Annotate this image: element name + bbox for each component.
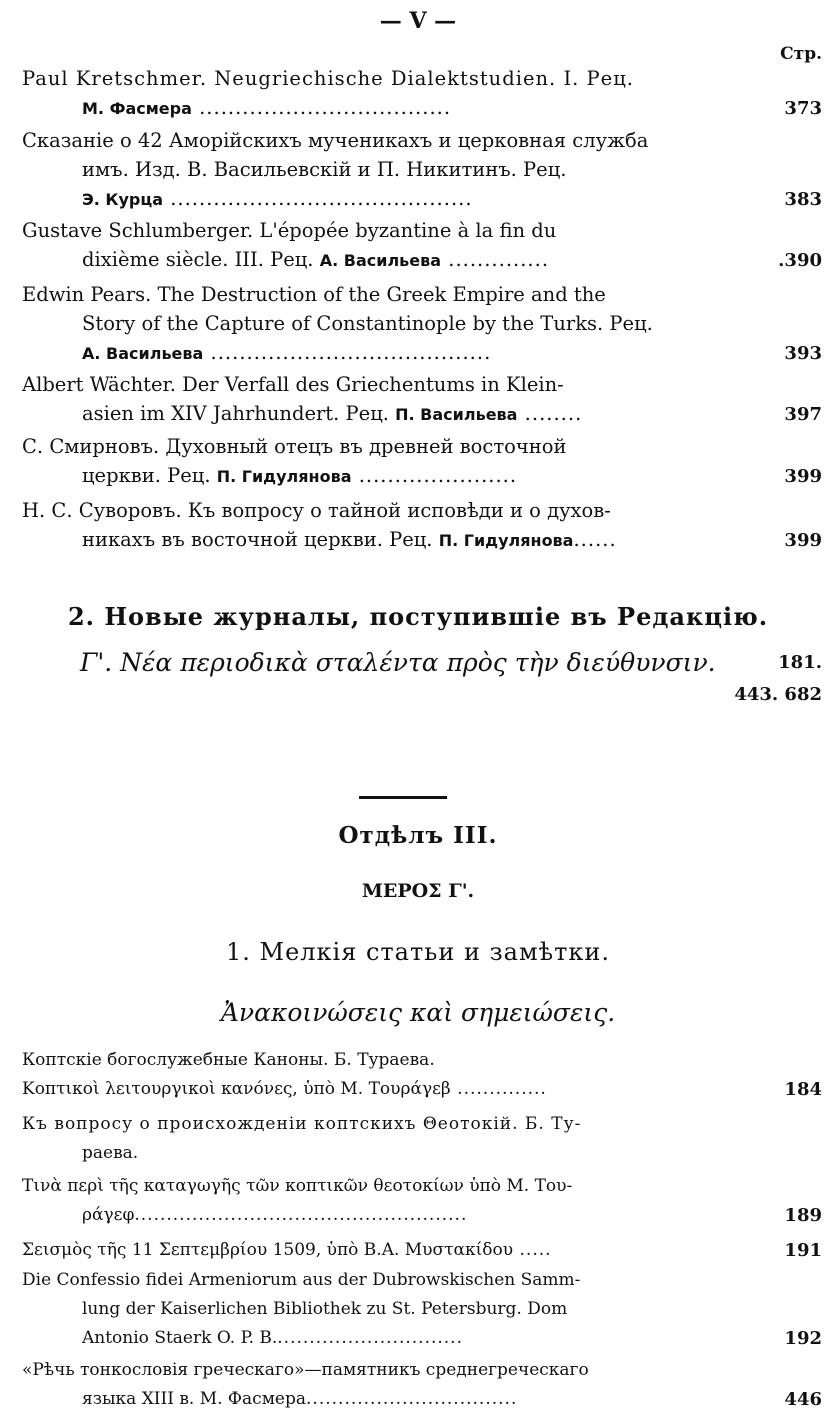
toc-entry[interactable]: Коптскіе богослужебные Каноны. Б. Тураева. Κοπτικοὶ λειτουργικοὶ κανόνες, ὑπὸ Μ. Τουράγεβ .............. 184 bbox=[22, 1046, 822, 1104]
page-ref: 393 bbox=[784, 343, 822, 364]
toc-entry[interactable]: Н. С. Суворовъ. Къ вопросу о тайной исповѣди и о духов- никахъ въ восточной церкви. Рец. П. Гидулянова...... 399 bbox=[22, 496, 822, 555]
leader-dots: ........ bbox=[517, 402, 583, 425]
toc-entry[interactable]: Сказаніе о 42 Аморійскихъ мученикахъ и церковная служба имъ. Изд. В. Васильевскій и П. Никитинъ. Рец. Э. Курца .......................................... 383 bbox=[22, 126, 822, 214]
toc-entry[interactable]: Σεισμὸς τῆς 11 Σεπτεμβρίου 1509, ὑπὸ Β.Α. Μυστακίδου ..... 191 bbox=[22, 1236, 822, 1265]
leader-dots: ...... bbox=[573, 528, 617, 551]
page-ref: 383 bbox=[784, 189, 822, 210]
page-column-label: Стр. bbox=[780, 44, 822, 64]
page-ref: 446 bbox=[784, 1389, 822, 1410]
leader-dots: ............................. bbox=[277, 1328, 463, 1348]
toc-entry[interactable]: Paul Kretschmer. Neugriechische Dialektstudien. I. Рец. М. Фасмера ................................... 373 bbox=[22, 64, 822, 123]
toc-entry[interactable]: Die Confessio fidei Armeniorum aus der Dubrowskischen Samm- lung der Kaiserlichen Bibliothek zu St. Petersburg. Dom Antonio Staerk O. P. B.............................. 192 bbox=[22, 1266, 822, 1353]
journals-pages-1: 181. bbox=[778, 652, 822, 673]
reviewer-name: А. Васильева bbox=[319, 251, 442, 270]
leader-dots: ....................................... bbox=[203, 341, 492, 364]
toc-entry[interactable]: Τινὰ περὶ τῆς καταγωγῆς τῶν κοπτικῶν θεοτοκίων ὑπὸ Μ. Του- ράγεφ.................................................... 189 bbox=[22, 1172, 822, 1230]
leader-dots: .............. bbox=[441, 248, 550, 271]
page-ref: .390 bbox=[778, 250, 822, 271]
toc-entry[interactable]: «Рѣчь тонкословія греческаго»—памятникъ среднегреческаго языка XIII в. М. Фасмера................................. 446 bbox=[22, 1356, 822, 1414]
reviewer-name: А. Васильева bbox=[82, 344, 204, 363]
page-ref: 399 bbox=[784, 466, 822, 487]
toc-entry[interactable]: Къ вопросу о происхожденіи коптскихъ Θеотокій. Б. Ту- раева. bbox=[22, 1114, 582, 1163]
section-subtitle-greek: Ἀνακοινώσεις καὶ σημειώσεις. bbox=[220, 998, 616, 1027]
section-divider bbox=[359, 796, 447, 799]
reviewer-name: П. Гидулянова bbox=[438, 531, 574, 550]
toc-entry[interactable]: С. Смирновъ. Духовный отецъ въ древней восточной церкви. Рец. П. Гидулянова ...................... 399 bbox=[22, 432, 822, 491]
page-ref: 189 bbox=[784, 1205, 822, 1226]
leader-dots: ...................... bbox=[351, 464, 518, 487]
reviewer-name: М. Фасмера bbox=[82, 99, 192, 118]
reviewer-name: П. Васильева bbox=[395, 405, 518, 424]
journals-greek-title: Γ'. Νέα περιοδικὰ σταλέντα πρὸς τὴν διεύθυνσιν. bbox=[80, 648, 716, 677]
journals-pages-2: 443. 682 bbox=[734, 684, 822, 705]
page-ref: 184 bbox=[784, 1079, 822, 1100]
page-ref: 191 bbox=[784, 1240, 822, 1261]
leader-dots: .............. bbox=[450, 1079, 547, 1099]
page-ref: 373 bbox=[784, 98, 822, 119]
toc-entry[interactable]: Edwin Pears. The Destruction of the Greek Empire and the Story of the Capture of Constantinople by the Turks. Рец. А. Васильева ....................................... 393 bbox=[22, 280, 822, 368]
page-ref: 399 bbox=[784, 530, 822, 551]
journals-title: 2. Новые журналы, поступившіе въ Редакцію. bbox=[67, 602, 769, 631]
page-ref: 192 bbox=[784, 1328, 822, 1349]
leader-dots: ................................. bbox=[306, 1389, 518, 1409]
page-number: — V — bbox=[379, 8, 457, 34]
toc-entry[interactable]: Albert Wächter. Der Verfall des Griechentums in Klein- asien im XIV Jahrhundert. Рец. П. Васильева ........ 397 bbox=[22, 370, 822, 429]
section-meros: ΜΕΡΟΣ Γ'. bbox=[361, 880, 475, 902]
page-ref: 397 bbox=[784, 404, 822, 425]
reviewer-name: Э. Курца bbox=[82, 190, 164, 209]
toc-entry[interactable]: Gustave Schlumberger. L'épopée byzantine à la fin du dixième siècle. III. Рец. А. Васильева .............. .390 bbox=[22, 216, 822, 275]
leader-dots: ................................... bbox=[191, 96, 452, 119]
leader-dots: .......................................... bbox=[163, 187, 473, 210]
section-subtitle: 1. Мелкія статьи и замѣтки. bbox=[225, 938, 611, 966]
leader-dots: .................................................... bbox=[134, 1205, 468, 1225]
section-title: Отдѣлъ III. bbox=[338, 822, 498, 849]
leader-dots: ..... bbox=[513, 1240, 552, 1260]
reviewer-name: П. Гидулянова bbox=[216, 467, 352, 486]
